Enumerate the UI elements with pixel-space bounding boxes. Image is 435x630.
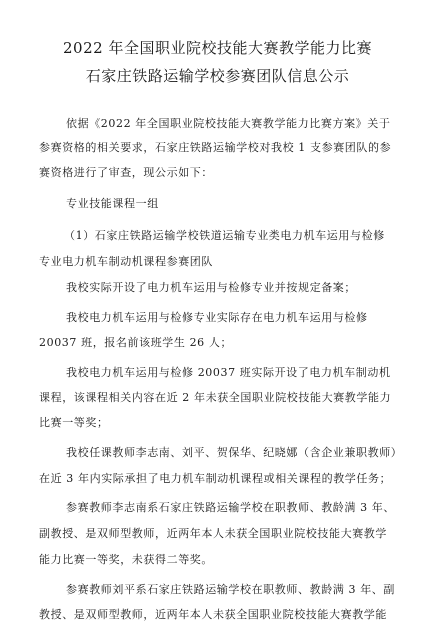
paragraph-line: 课程，该课程相关内容在近 2 年未获全国职业院校技能大赛教学能力 <box>39 391 392 404</box>
paragraph-line: 能力比赛一等奖，未获得二等奖。 <box>39 553 213 566</box>
paragraph-line: （1）石家庄铁路运输学校铁道运输专业类电力机车运用与检修 <box>64 229 385 242</box>
paragraph-line: 教授、是双师型教师，近两年本人未获全国职业院校技能大赛教学能 <box>39 608 387 621</box>
paragraph-line: 副教授、是双师型教师，近两年本人未获全国职业院校技能大赛教学 <box>39 527 387 540</box>
paragraph-line: 我校任课教师李志南、刘平、贺保华、纪晓娜（含企业兼职教师） <box>66 446 403 459</box>
document-title-line-2: 石家庄铁路运输学校参赛团队信息公示 <box>85 67 350 85</box>
paragraph-line: 比赛一等奖； <box>39 416 109 429</box>
paragraph-line: 20037 班，报名前该班学生 26 人； <box>39 336 233 349</box>
paragraph-line: 依据《2022 年全国职业院校技能大赛教学能力比赛方案》关于 <box>66 117 391 130</box>
paragraph-line: 我校实际开设了电力机车运用与检修专业并按规定备案； <box>66 281 356 294</box>
paragraph-line: 参赛教师李志南系石家庄铁路运输学校在职教师、教龄满 3 年、 <box>66 501 395 514</box>
paragraph-line: 专业电力机车制动机课程参赛团队 <box>39 255 213 268</box>
section-heading: 专业技能课程一组 <box>66 197 159 210</box>
paragraph-line: 我校电力机车运用与检修 20037 班实际开设了电力机车制动机 <box>66 366 391 379</box>
paragraph-line: 我校电力机车运用与检修专业实际存在电力机车运用与检修 <box>66 311 368 324</box>
document-title-line-1: 2022 年全国职业院校技能大赛教学能力比赛 <box>63 39 372 57</box>
paragraph-line: 在近 3 年内实际承担了电力机车制动机课程或相关课程的教学任务； <box>39 472 392 485</box>
paragraph-line: 参赛教师刘平系石家庄铁路运输学校在职教师、教龄满 3 年、副 <box>66 583 395 596</box>
paragraph-line: 赛资格进行了审查，现公示如下： <box>39 166 213 179</box>
paragraph-line: 参赛资格的相关要求，石家庄铁路运输学校对我校 1 支参赛团队的参 <box>39 141 392 154</box>
